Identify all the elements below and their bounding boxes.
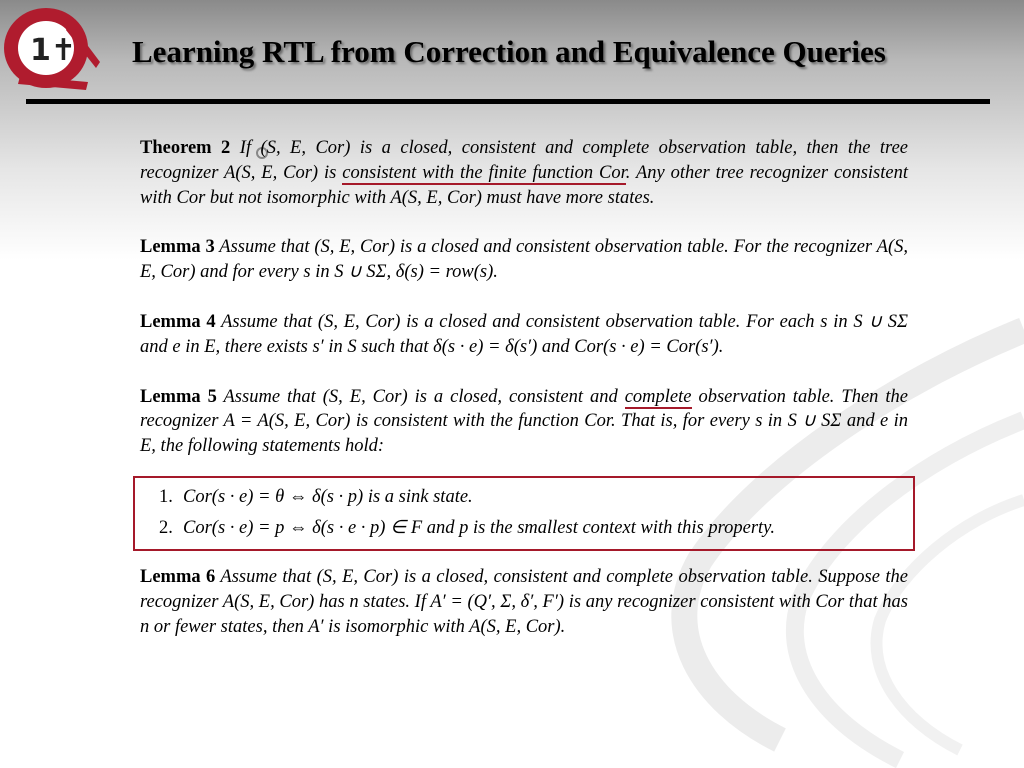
slide-content bbox=[140, 136, 908, 664]
statement-list bbox=[135, 482, 913, 544]
lemma-5 bbox=[140, 385, 908, 459]
underlined-word: complete bbox=[624, 386, 692, 407]
lemma-label: Lemma 4 bbox=[140, 311, 216, 332]
svg-text:1✝: 1✝ bbox=[30, 33, 77, 68]
list-item bbox=[135, 482, 913, 513]
highlighted-statements-box bbox=[133, 476, 915, 551]
theorem-label: Theorem 2 bbox=[140, 138, 231, 158]
theorem-2 bbox=[140, 136, 908, 210]
lemma-text: Assume that (S, E, Cor) is a closed and consistent observation table. For each s in S ∪ SΣ and e in E, there exists s′ in S such that δ(s · e) = δ(s′) and Cor(s · e) = Cor(s′). bbox=[140, 311, 909, 357]
lemma-label: Lemma 3 bbox=[140, 237, 215, 258]
lemma-text-1: Assume that (S, E, Cor) is a closed, consistent and bbox=[216, 386, 625, 407]
underlined-phrase: consistent with the finite function Cor bbox=[342, 162, 626, 183]
list-item bbox=[135, 513, 913, 544]
lemma-label: Lemma 5 bbox=[140, 386, 217, 407]
item-text: Cor(s · e) = p ⇔ δ(s · e · p) ∈ F and p is the smallest context with this property. bbox=[183, 517, 775, 538]
lemma-text-2: observation table. Then the recognizer A = A(S, E, Cor) is consistent with the function Cor. That is, for every s in S ∪ SΣ and e in E, the following statements hold: bbox=[140, 386, 908, 457]
lemma-text: Assume that (S, E, Cor) is a closed and consistent observation table. For the recognizer A(S, E, Cor) and for every s in S ∪ SΣ, δ(s) = row(s). bbox=[140, 237, 908, 283]
item-number: 2. bbox=[159, 517, 173, 538]
lemma-label: Lemma 6 bbox=[140, 566, 216, 587]
theorem-text-1: If (S, E, Cor) is a closed, consistent and complete observation table, then the tree recognizer A(S, E, Cor) is bbox=[140, 138, 908, 183]
theorem-text-2: . Any other tree recognizer consistent with Cor but not isomorphic with A(S, E, Cor) must have more states. bbox=[140, 162, 908, 208]
lemma-6 bbox=[140, 565, 908, 639]
lemma-3 bbox=[140, 235, 908, 285]
item-number: 1. bbox=[159, 486, 173, 507]
title-divider bbox=[26, 99, 990, 104]
lemma-text: Assume that (S, E, Cor) is a closed, consistent and complete observation table. Suppose the recognizer A(S, E, Cor) has n states. If A′ = (Q′, Σ, δ′, F′) is any recognizer consistent with Cor that has n or fewer states, then A′ is isomorphic with A(S, E, Cor). bbox=[140, 566, 908, 637]
slide-title: Learning RTL from Correction and Equivalence Queries bbox=[132, 34, 886, 69]
university-logo-icon bbox=[0, 2, 104, 94]
item-text: Cor(s · e) = θ ⇔ δ(s · p) is a sink state. bbox=[183, 486, 473, 507]
lemma-4 bbox=[140, 310, 908, 360]
